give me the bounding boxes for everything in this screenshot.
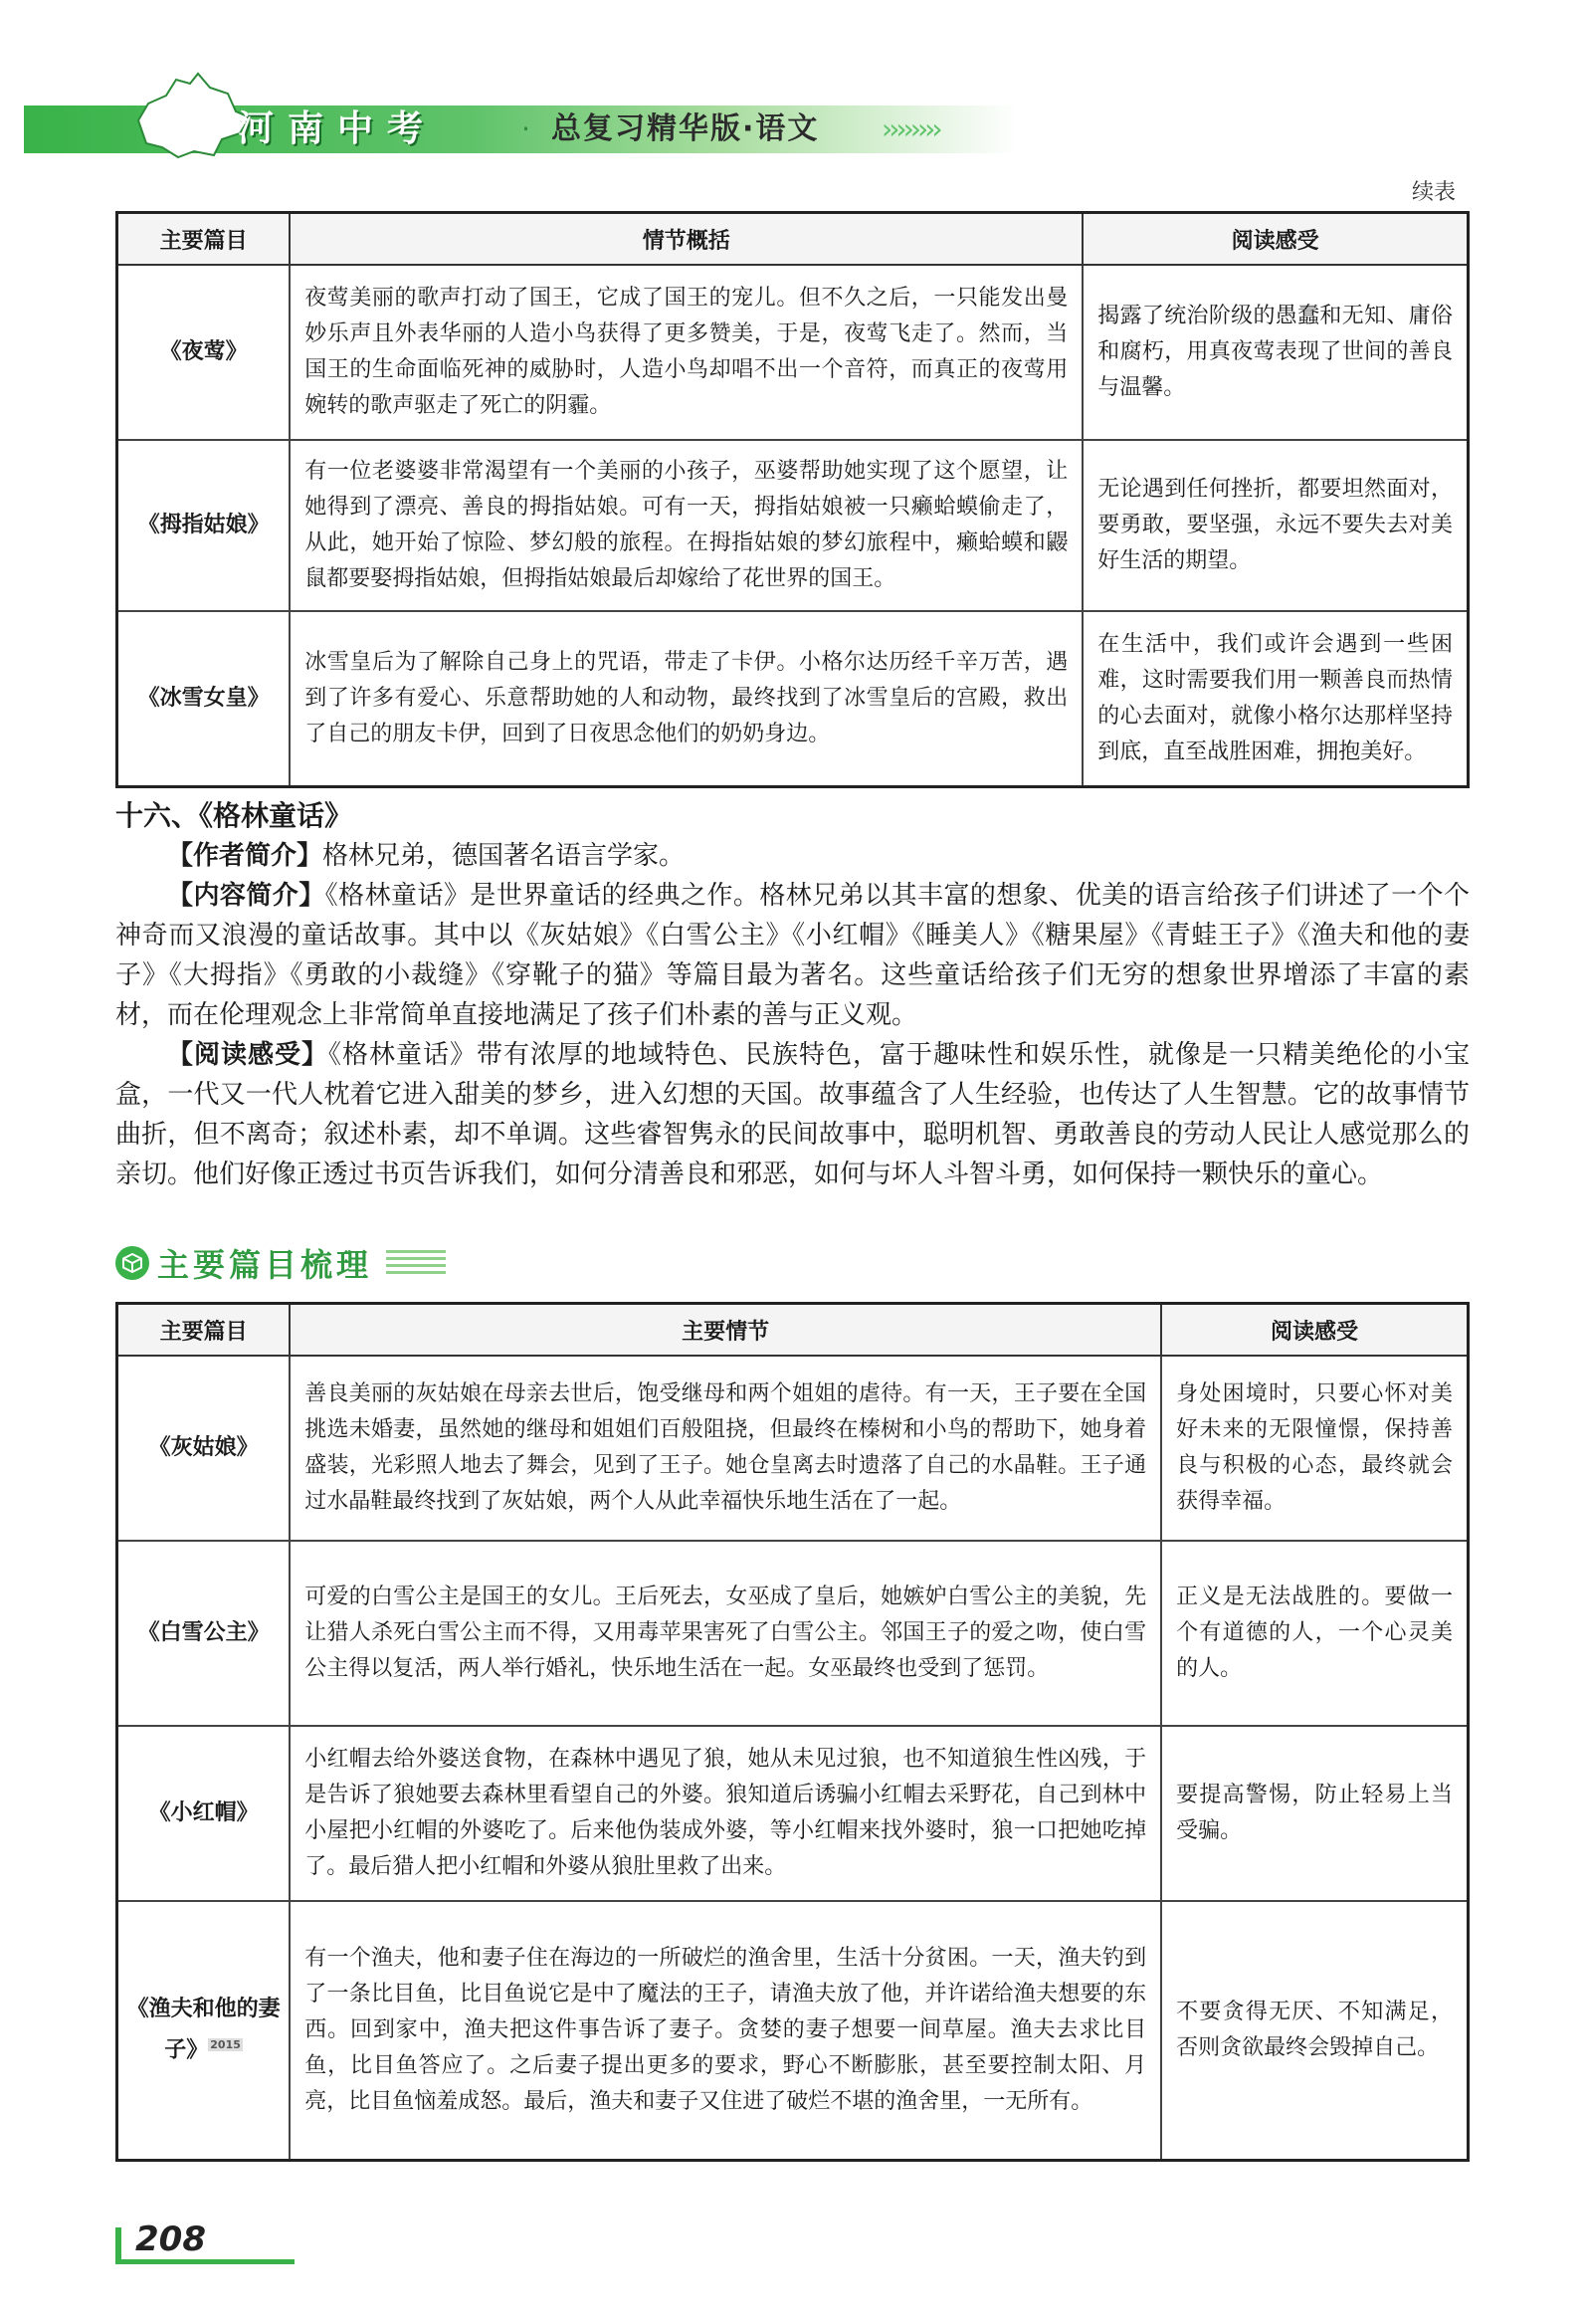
col-header-feeling: 阅读感受 bbox=[1083, 213, 1468, 266]
author-label: 【作者简介】 bbox=[167, 841, 323, 871]
row-title bbox=[117, 1901, 291, 2160]
col-header-plot: 主要情节 bbox=[290, 1304, 1161, 1357]
cube-icon bbox=[115, 1246, 149, 1280]
col-header-title: 主要篇目 bbox=[117, 1304, 291, 1357]
row-title: 《灰姑娘》 bbox=[117, 1356, 291, 1541]
header-arrows: ›››››››› bbox=[882, 112, 939, 145]
page-number-block bbox=[115, 2219, 295, 2259]
reading-label: 【阅读感受】 bbox=[167, 1040, 328, 1070]
header-subtitle: 总复习精华版·语文 bbox=[551, 111, 820, 146]
row-plot: 可爱的白雪公主是国王的女儿。王后死去，女巫成了皇后，她嫉妒白雪公主的美貌，先让猎人杀死白雪公主而不得，又用毒苹果害死了白雪公主。邻国王子的爱之吻，使白雪公主得以复活，两人举行婚礼，快乐地生活在一起。女巫最终也受到了惩罚。 bbox=[290, 1541, 1161, 1726]
table-header-row bbox=[117, 213, 1469, 266]
continued-label: 续表 bbox=[1411, 180, 1456, 205]
table-continued bbox=[115, 211, 1470, 788]
reading-feeling bbox=[115, 1035, 1470, 1194]
author-text: 格林兄弟，德国著名语言学家。 bbox=[322, 841, 686, 871]
row-title: 《小红帽》 bbox=[117, 1726, 291, 1901]
row-plot: 有一位老婆婆非常渴望有一个美丽的小孩子，巫婆帮助她实现了这个愿望，让她得到了漂亮、善良的拇指姑娘。可有一天，拇指姑娘被一只癞蛤蟆偷走了，从此，她开始了惊险、梦幻般的旅程。在拇指姑娘的梦幻旅程中，癞蛤蟆和鼹鼠都要娶拇指姑娘，但拇指姑娘最后却嫁给了花世界的国王。 bbox=[290, 440, 1083, 611]
reading-text: 《格林童话》带有浓厚的地域特色、民族特色，富于趣味性和娱乐性，就像是一只精美绝伦的小宝盒，一代又一代人枕着它进入甜美的梦乡，进入幻想的天国。故事蕴含了人生经验，也传达了人生智慧。它的故事情节曲折，但不离奇；叙述朴素，却不单调。这些睿智隽永的民间故事中，聪明机智、勇敢善良的劳动人民让人感觉那么的亲切。他们好像正透过书页告诉我们，如何分清善良和邪恶，如何与坏人斗智斗勇，如何保持一颗快乐的童心。 bbox=[115, 1040, 1470, 1189]
page-number-bracket bbox=[115, 2227, 121, 2263]
header-title: 河南中考 bbox=[238, 108, 438, 149]
table-row bbox=[117, 1901, 1469, 2160]
header-banner bbox=[24, 96, 1576, 157]
section-title: 十六、《格林童话》 bbox=[115, 799, 353, 832]
header-separator: · bbox=[521, 112, 530, 145]
subsection-title: 主要篇目梳理 bbox=[157, 1246, 373, 1284]
table-row bbox=[117, 440, 1469, 611]
row-plot: 冰雪皇后为了解除自己身上的咒语，带走了卡伊。小格尔达历经千辛万苦，遇到了许多有爱心、乐意帮助她的人和动物，最终找到了冰雪皇后的宫殿，救出了自己的朋友卡伊，回到了日夜思念他们的奶奶身边。 bbox=[290, 611, 1083, 786]
table-row bbox=[117, 1541, 1469, 1726]
row-title: 《白雪公主》 bbox=[117, 1541, 291, 1726]
row-plot: 有一个渔夫，他和妻子住在海边的一所破烂的渔舍里，生活十分贫困。一天，渔夫钓到了一条比目鱼，比目鱼说它是中了魔法的王子，请渔夫放了他，并许诺给渔夫想要的东西。回到家中，渔夫把这件事告诉了妻子。贪婪的妻子想要一间草屋。渔夫去求比目鱼，比目鱼答应了。之后妻子提出更多的要求，野心不断膨胀，甚至要控制太阳、月亮，比目鱼恼羞成怒。最后，渔夫和妻子又住进了破烂不堪的渔舍里，一无所有。 bbox=[290, 1901, 1161, 2160]
row-plot: 小红帽去给外婆送食物，在森林中遇见了狼，她从未见过狼，也不知道狼生性凶残，于是告诉了狼她要去森林里看望自己的外婆。狼知道后诱骗小红帽去采野花，自己到林中小屋把小红帽的外婆吃了。后来他伪装成外婆，等小红帽来找外婆时，狼一口把她吃掉了。最后猎人把小红帽和外婆从狼肚里救了出来。 bbox=[290, 1726, 1161, 1901]
row-feeling: 正义是无法战胜的。要做一个有道德的人，一个心灵美的人。 bbox=[1161, 1541, 1468, 1726]
row-feeling: 揭露了统治阶级的愚蠢和无知、庸俗和腐朽，用真夜莺表现了世间的善良与温馨。 bbox=[1083, 265, 1468, 440]
row-feeling: 无论遇到任何挫折，都要坦然面对，要勇敢，要坚强，永远不要失去对美好生活的期望。 bbox=[1083, 440, 1468, 611]
table-header-row bbox=[117, 1304, 1469, 1357]
section-grimm bbox=[115, 796, 1470, 1194]
table-row bbox=[117, 1356, 1469, 1541]
row-feeling: 不要贪得无厌、不知满足，否则贪欲最终会毁掉自己。 bbox=[1161, 1901, 1468, 2160]
table-row bbox=[117, 611, 1469, 786]
row-feeling: 在生活中，我们或许会遇到一些困难，这时需要我们用一颗善良而热情的心去面对，就像小格尔达那样坚持到底，直至战胜困难，拥抱美好。 bbox=[1083, 611, 1468, 786]
row-title: 《冰雪女皇》 bbox=[117, 611, 291, 786]
row-plot: 夜莺美丽的歌声打动了国王，它成了国王的宠儿。但不久之后，一只能发出曼妙乐声且外表华丽的人造小鸟获得了更多赞美，于是，夜莺飞走了。然而，当国王的生命面临死神的威胁时，人造小鸟却唱不出一个音符，而真正的夜莺用婉转的歌声驱走了死亡的阴霾。 bbox=[290, 265, 1083, 440]
row-title: 《拇指姑娘》 bbox=[117, 440, 291, 611]
row-title: 《夜莺》 bbox=[117, 265, 291, 440]
exam-year-badge: 2015 bbox=[210, 2038, 241, 2052]
col-header-title: 主要篇目 bbox=[117, 213, 291, 266]
table-row bbox=[117, 1726, 1469, 1901]
page-number-underline bbox=[115, 2259, 295, 2264]
row-feeling: 要提高警惕，防止轻易上当受骗。 bbox=[1161, 1726, 1468, 1901]
row-title-text: 《渔夫和他的妻子》 bbox=[126, 1997, 281, 2063]
row-feeling: 身处困境时，只要心怀对美好未来的无限憧憬，保持善良与积极的心态，最终就会获得幸福。 bbox=[1161, 1356, 1468, 1541]
content-label: 【内容简介】 bbox=[167, 881, 325, 911]
table-row bbox=[117, 265, 1469, 440]
subsection-heading bbox=[115, 1240, 446, 1286]
row-plot: 善良美丽的灰姑娘在母亲去世后，饱受继母和两个姐姐的虐待。有一天，王子要在全国挑选未婚妻，虽然她的继母和姐姐们百般阻挠，但最终在榛树和小鸟的帮助下，她身着盛装，光彩照人地去了舞会，见到了王子。她仓皇离去时遗落了自己的水晶鞋。王子通过水晶鞋最终找到了灰姑娘，两个人从此幸福快乐地生活在了一起。 bbox=[290, 1356, 1161, 1541]
col-header-plot: 情节概括 bbox=[290, 213, 1083, 266]
page-number: 208 bbox=[135, 2219, 206, 2259]
henan-map-icon bbox=[118, 66, 258, 165]
decorative-lines bbox=[386, 1250, 446, 1276]
table-main-stories bbox=[115, 1302, 1470, 2162]
content-intro bbox=[115, 876, 1470, 1035]
col-header-feeling: 阅读感受 bbox=[1161, 1304, 1468, 1357]
content-text: 《格林童话》是世界童话的经典之作。格林兄弟以其丰富的想象、优美的语言给孩子们讲述了一个个神奇而又浪漫的童话故事。其中以《灰姑娘》《白雪公主》《小红帽》《睡美人》《糖果屋》《青蛙王子》《渔夫和他的妻子》《大拇指》《勇敢的小裁缝》《穿靴子的猫》等篇目最为著名。这些童话给孩子们无穷的想象世界增添了丰富的素材，而在伦理观念上非常简单直接地满足了孩子们朴素的善与正义观。 bbox=[115, 881, 1470, 1030]
author-intro bbox=[115, 836, 1470, 876]
